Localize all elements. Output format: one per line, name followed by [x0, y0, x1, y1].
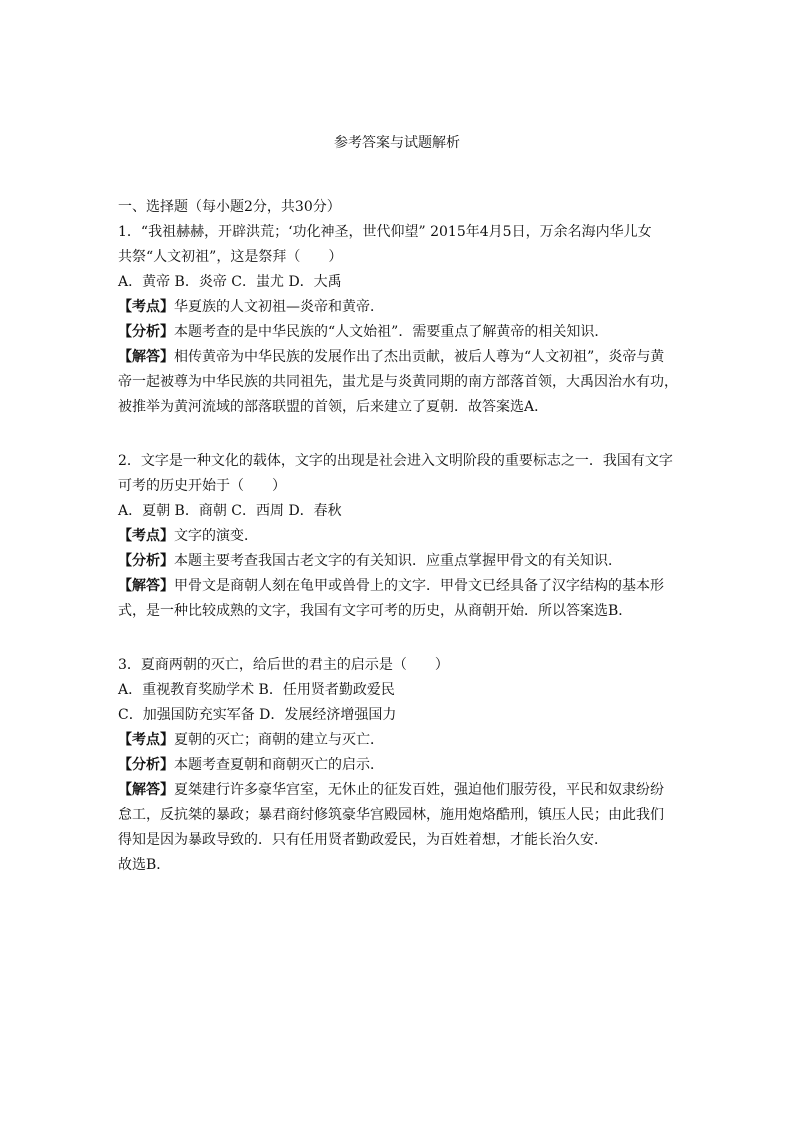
kaodian-line: [118, 524, 678, 549]
jieda-text: 甲骨文是商朝人刻在龟甲或兽骨上的文字．甲骨文已经具备了汉字结构的基本形: [174, 578, 664, 594]
kaodian-text: 华夏族的人文初祖—炎帝和黄帝．: [174, 299, 384, 315]
fenxi-line: [118, 753, 678, 778]
question-2: [118, 449, 678, 624]
page-title: 参考答案与试题解析: [334, 135, 460, 151]
question-options: A．重视教育奖励学术 B．任用贤者勤政爱民: [118, 682, 395, 698]
question-stem: 共祭“人文初祖”，这是祭拜（ ）: [118, 249, 343, 265]
question-options: A．夏朝 B．商朝 C．西周 D．春秋: [118, 503, 342, 519]
jieda-label: 【解答】: [118, 578, 174, 594]
jieda-text: 得知是因为暴政导致的．只有任用贤者勤政爱民，为百姓着想，才能长治久安．: [118, 832, 608, 848]
jieda-label: 【解答】: [118, 782, 174, 798]
question-options: C．加强国防充实军备 D．发展经济增强国力: [118, 707, 397, 723]
jieda-text: 怠工，反抗桀的暴政；暴君商纣修筑豪华宫殿园林，施用炮烙酷刑，镇压人民；由此我们: [118, 807, 664, 823]
fenxi-text: 本题考查夏朝和商朝灭亡的启示．: [174, 757, 384, 773]
jieda-line: [118, 345, 678, 370]
jieda-line: [118, 778, 678, 803]
fenxi-label: 【分析】: [118, 757, 174, 773]
jieda-text: 故选B．: [118, 857, 171, 873]
question-stem: 可考的历史开始于（ ）: [118, 478, 286, 494]
jieda-text: 被推举为黄河流域的部落联盟的首领，后来建立了夏朝．故答案选A．: [118, 399, 549, 415]
jieda-text: 式，是一种比较成熟的文字，我国有文字可考的历史，从商朝开始．所以答案选B．: [118, 603, 633, 619]
kaodian-label: 【考点】: [118, 528, 174, 544]
jieda-text: 帝一起被尊为中华民族的共同祖先，蚩尤是与炎黄同期的南方部落首领，大禹因治水有功，: [118, 374, 678, 390]
kaodian-label: 【考点】: [118, 732, 174, 748]
jieda-line: [118, 574, 678, 599]
kaodian-text: 夏朝的灭亡；商朝的建立与灭亡．: [174, 732, 384, 748]
fenxi-line: [118, 549, 678, 574]
kaodian-text: 文字的演变．: [174, 528, 258, 544]
fenxi-line: [118, 320, 678, 345]
question-stem: 3．夏商两朝的灭亡，给后世的君主的启示是（ ）: [118, 657, 449, 673]
question-3: [118, 653, 678, 878]
section-heading: 一、选择题（每小题2分，共30分）: [118, 199, 341, 215]
jieda-text: 夏桀建行许多豪华宫室，无休止的征发百姓，强迫他们服劳役，平民和奴隶纷纷: [174, 782, 664, 798]
fenxi-label: 【分析】: [118, 553, 174, 569]
kaodian-label: 【考点】: [118, 299, 174, 315]
fenxi-label: 【分析】: [118, 324, 174, 340]
kaodian-line: [118, 728, 678, 753]
kaodian-line: [118, 295, 678, 320]
jieda-label: 【解答】: [118, 349, 174, 365]
question-options: A．黄帝 B．炎帝 C．蚩尤 D．大禹: [118, 274, 342, 290]
question-stem: 1．“我祖赫赫，开辟洪荒；‘功化神圣，世代仰望” 2015年4月5日，万余名海内华儿女: [118, 224, 652, 240]
document-body: [118, 195, 678, 878]
question-stem: 2．文字是一种文化的载体，文字的出现是社会进入文明阶段的重要标志之一．我国有文字: [118, 453, 673, 469]
fenxi-text: 本题主要考查我国古老文字的有关知识．应重点掌握甲骨文的有关知识．: [174, 553, 622, 569]
fenxi-text: 本题考查的是中华民族的“人文始祖”．需要重点了解黄帝的相关知识．: [174, 324, 609, 340]
jieda-text: 相传黄帝为中华民族的发展作出了杰出贡献，被后人尊为“人文初祖”，炎帝与黄: [174, 349, 665, 365]
question-1: [118, 220, 678, 420]
